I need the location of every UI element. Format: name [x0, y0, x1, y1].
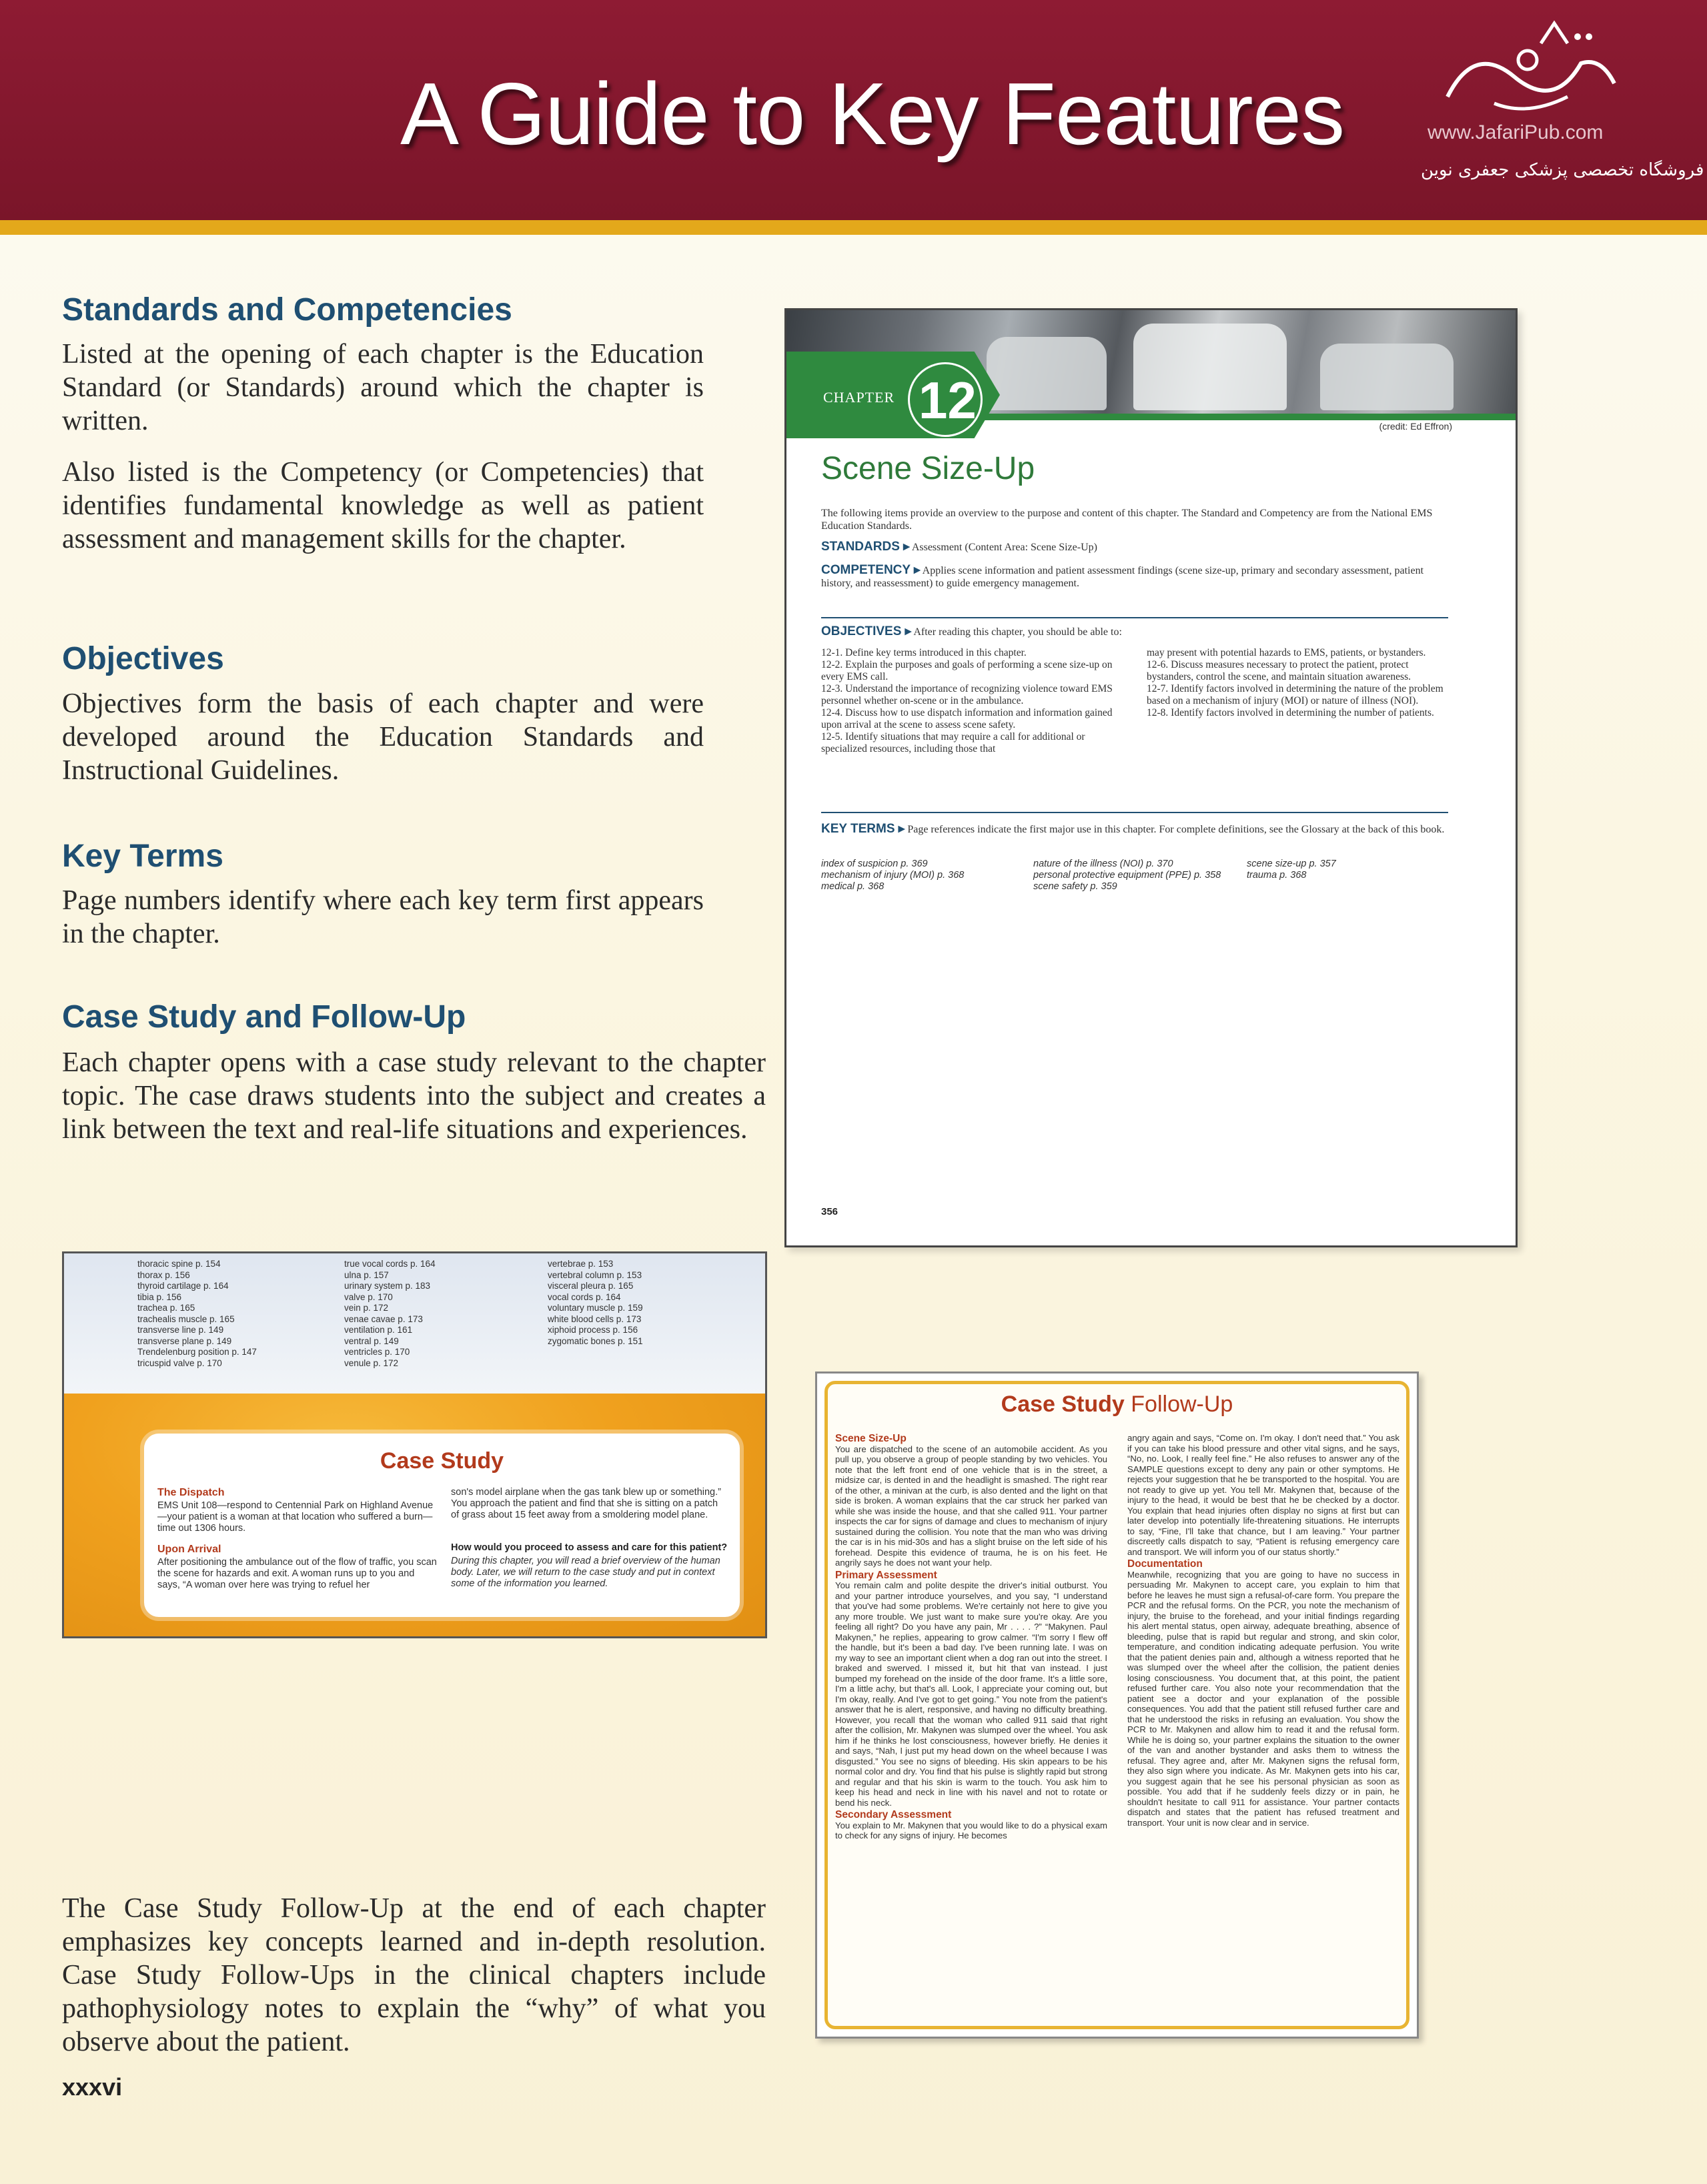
term-item: white blood cells p. 173 [548, 1313, 642, 1324]
competency-text: Applies scene information and patient assessment findings (scene size-up, primary and secondary assessment, patient history, and reassessment) to guide emergency management. [821, 565, 1424, 589]
key-term: scene safety p. 359 [1033, 881, 1117, 892]
objective-item: 12-1. Define key terms introduced in this chapter. [821, 647, 1027, 658]
term-item: tricuspid valve p. 170 [137, 1357, 222, 1368]
term-item: ventricles p. 170 [344, 1347, 410, 1357]
objective-item: 12-3. Understand the importance of recognizing violence toward EMS personnel whether on-scene or in the ambulance. [821, 683, 1113, 706]
case-study-paragraph-2: The Case Study Follow-Up at the end of each chapter emphasizes key concepts learned and in-depth resolution. Case Study Follow-Ups in the clinical chapters include pathophysiology notes to explain the “why” of what you observe about the patient. [62, 1893, 766, 2057]
key-terms-column [1247, 859, 1447, 881]
key-term: nature of the illness (NOI) p. 370 [1033, 859, 1173, 869]
key-term: medical p. 368 [821, 881, 885, 892]
objective-item: 12-6. Discuss measures necessary to protect the patient, protect bystanders, control the scene, and maintain situation awareness. [1147, 659, 1411, 682]
term-item: thyroid cartilage p. 164 [137, 1281, 229, 1291]
term-item: xiphoid process p. 156 [548, 1325, 638, 1335]
objectives-label: OBJECTIVES ▸ [821, 624, 912, 638]
chapter-key-terms-header [821, 823, 1455, 836]
page-number: xxxvi [62, 2073, 123, 2101]
chapter-opener-sample [784, 308, 1518, 1247]
objectives-list-right [1147, 647, 1454, 719]
term-item: vertebral column p. 153 [548, 1269, 642, 1280]
objective-item: 12-8. Identify factors involved in determining the number of patients. [1147, 707, 1434, 718]
chapter-competency [821, 564, 1455, 590]
competency-label: COMPETENCY ▸ [821, 563, 921, 577]
term-item: visceral pleura p. 165 [548, 1281, 634, 1291]
term-item: true vocal cords p. 164 [344, 1259, 436, 1269]
chapter-title: Scene Size-Up [821, 451, 1035, 486]
secondary-assessment-text: You explain to Mr. Makynen that you would like to do a physical exam to check for any signs of injury. He becomes [835, 1820, 1107, 1840]
key-term: personal protective equipment (PPE) p. 358 [1033, 870, 1221, 881]
standards-heading: Standards and Competencies [62, 292, 512, 328]
page-title: A Guide to Key Features [400, 65, 1345, 163]
term-item: ventral p. 149 [344, 1335, 399, 1346]
term-item: tibia p. 156 [137, 1291, 182, 1302]
documentation-heading: Documentation [1127, 1558, 1203, 1570]
term-item: trachealis muscle p. 165 [137, 1313, 235, 1324]
chapter-label: CHAPTER [823, 389, 895, 406]
term-item: vocal cords p. 164 [548, 1291, 621, 1302]
objectives-heading: Objectives [62, 641, 224, 676]
follow-up-title-bold: Case Study [1001, 1392, 1125, 1417]
terms-column [137, 1259, 331, 1369]
primary-assessment-text: You remain calm and polite despite the driver's initial outburst. You and your partner introduce yourselves, and you say, “I understand that you've had some problems. We're certainly not here to give you any more trouble. We just want to make sure you're okay. Are you feeling all right? Do you have any pain, Mr . . . . ?” “Makynen. Paul Makynen,” he replies, appearing to grow calmer. “I'm sorry I flew off the handle, but it's been a bad day. I've been running late. I was on my way to see an important client when a dog ran out into the street. I braked and swerved. I missed it, but hit that van instead. I just bumped my forehead on the inside of the door frame. It's a little sore, I'm a little achy, but that's all. Look, I appreciate your coming out, but I'm okay, really. And I've got to get going.” You note from the patient's answer that he is alert, responsive, and having no difficulty breathing. However, you recall that the woman who called 911 said that right after the collision, Mr. Makynen was slumped over the wheel. You ask him if he thinks he lost consciousness, however briefly. He denies it and says, “Nah, I just put my head down on the wheel because I was disgusted.” You see no signs of bleeding. His skin appears to be his normal color and dry. You find that his pulse is slightly rapid but strong and regular and that his skin is warm to the touch. You ask him to keep his head and neck in line with his navel and not to rotate or bend his neck. [835, 1580, 1107, 1808]
case-study-heading: Case Study and Follow-Up [62, 999, 466, 1035]
term-item: ventilation p. 161 [344, 1325, 413, 1335]
term-item: Trendelenburg position p. 147 [137, 1347, 257, 1357]
follow-up-title [824, 1392, 1409, 1418]
secondary-assessment-continued: angry again and says, “Come on. I'm okay. I don't need that.” You ask if you can take his blood pressure and other vital signs, and he says, “No, no. Look, I really feel fine.” He also refuses to answer any of the SAMPLE questions except to deny any pain or other symptoms. He rejects your suggestion that he be transported to the hospital. You are not ready to give up yet. You tell Mr. Makynen that, because of the injury to the head, it would be best that he be checked by a doctor. You explain that head injuries often display no signs at first but can later develop into potentially life-threatening situations. He interrupts to say, “Fine, I'll take that chance, but I am leaving.” Your partner discreetly calls dispatch to say, “Patient is refusing emergency care and transport. We will inform you of our status shortly.” [1127, 1433, 1399, 1557]
chapter-intro: The following items provide an overview to the purpose and content of this chapter. The Standard and Competency are from the National EMS Education Standards. [821, 508, 1433, 532]
follow-up-column-right [1127, 1433, 1399, 1828]
objectives-paragraph: Objectives form the basis of each chapter and were developed around the Education Standards and Instructional Guidelines. [62, 688, 704, 786]
publisher-url[interactable]: www.JafariPub.com [1428, 121, 1604, 143]
secondary-assessment-heading: Secondary Assessment [835, 1809, 952, 1820]
documentation-text: Meanwhile, recognizing that you are going to have no success in persuading Mr. Makynen to accept care, you explain to him that before he leaves he must sign a refusal-of-care form. You prepare the PCR and the refusal forms. On the PCR, you note the mechanism of injury, the bruise to the forehead, and your initial findings regarding his alert mental status, open airway, adequate breathing, absence of bleeding, pulse that is rapid but regular and strong, and skin color, temperature, and condition indicating adequate perfusion. You write that the patient denies pain and, although a witness reported that he was slumped over the wheel after the collision, the patient denies losing consciousness. You document that, at this point, the patient refused further care. You also note your recommendation that the patient see a doctor and your explanation of the possible consequences. You add that the patient still refused further care and that he understood the risks in refusing an evaluation. You show the PCR to Mr. Makynen and allow him to read it and the refusal form. While he is doing so, your partner explains the situation to the owner of the van and another bystander and asks them to witness the refusal. They agree and, after Mr. Makynen signs the refusal form, they also sign where you indicate. As Mr. Makynen gets into his car, you suggest again that he see his personal physician as soon as possible. You add that if he suddenly feels dizzy or in pain, he shouldn't hesitate to call 911 for assistance. Your partner contacts dispatch and states that the patient has refused treatment and transport. Your unit is now clear and in service. [1127, 1569, 1399, 1828]
key-term: scene size-up p. 357 [1247, 859, 1336, 869]
objective-item: 12-7. Identify factors involved in determining the nature of the problem based on a mechanism of injury (MOI) or nature of illness (NOI). [1147, 683, 1444, 706]
key-terms-column [821, 859, 1028, 893]
standards-paragraph-1: Listed at the opening of each chapter is the Education Standard (or Standards) around which the chapter is written. [62, 339, 704, 436]
objective-item: may present with potential hazards to EMS, patients, or bystanders. [1147, 647, 1426, 658]
arrival-heading: Upon Arrival [157, 1544, 221, 1555]
term-item: transverse plane p. 149 [137, 1335, 232, 1346]
scene-size-up-heading: Scene Size-Up [835, 1433, 907, 1444]
case-question: How would you proceed to assess and care for this patient? [451, 1542, 728, 1553]
chapter-standards [821, 540, 1455, 554]
term-item: vertebrae p. 153 [548, 1259, 614, 1269]
term-item: vein p. 172 [344, 1303, 389, 1313]
terms-column [548, 1259, 741, 1347]
case-study-title: Case Study [380, 1448, 504, 1474]
key-terms-heading: Key Terms [62, 839, 223, 874]
divider [821, 812, 1448, 813]
calligraphy-logo-icon [1434, 17, 1634, 123]
arrival-continued-text: son's model airplane when the gas tank blew up or something.” You approach the patient and find that she is sitting on a patch of grass about 15 feet away from a smoldering model plane. [451, 1487, 721, 1520]
objective-item: 12-2. Explain the purposes and goals of performing a scene size-up on every EMS call. [821, 659, 1113, 682]
case-question-text: During this chapter, you will read a brief overview of the human body. Later, we will return to the case study and put in context some of the information you learned. [451, 1556, 720, 1589]
term-item: ulna p. 157 [344, 1269, 389, 1280]
key-term: index of suspicion p. 369 [821, 859, 928, 869]
header-stripe [0, 220, 1707, 235]
dispatch-heading: The Dispatch [157, 1487, 225, 1498]
case-study-sample [62, 1251, 767, 1638]
term-item: thoracic spine p. 154 [137, 1259, 221, 1269]
arrival-text: After positioning the ambulance out of the flow of traffic, you scan the scene for hazards and exit. A woman runs up to you and says, “A woman over here was trying to refuel her [157, 1557, 437, 1590]
term-item: trachea p. 165 [137, 1303, 195, 1313]
term-item: transverse line p. 149 [137, 1325, 224, 1335]
term-item: urinary system p. 183 [344, 1281, 431, 1291]
key-term: mechanism of injury (MOI) p. 368 [821, 870, 965, 881]
key-terms-paragraph: Page numbers identify where each key term first appears in the chapter. [62, 885, 704, 949]
key-terms-column [1033, 859, 1253, 893]
scene-size-up-text: You are dispatched to the scene of an automobile accident. As you pull up, you observe a group of people standing by two vehicles. You note that the left front end of one vehicle that is in the street, a midsize car, is dented in and the headlight is smashed. The right rear of the other, a minivan at the curb, is also dented and the light on that side is broken. A woman explains that the car struck her parked van while she was inside the house, and that she called 911. Your partner inspects the car for signs of damage and clues to mechanism of injury sustained during the collision. You note that the man who was driving the car is in his mid-30s and has a slight bruise on the left side of his forehead. Despite this evidence of trauma, he is on his feet. He angrily says he does not want your help. [835, 1444, 1107, 1568]
follow-up-title-rest: Follow-Up [1124, 1392, 1233, 1417]
term-item: thorax p. 156 [137, 1269, 190, 1280]
objective-item: 12-5. Identify situations that may require a call for additional or specialized resources, including those that [821, 731, 1085, 754]
chapter-number: 12 [919, 371, 977, 430]
objective-item: 12-4. Discuss how to use dispatch information and information gained upon arrival at the scene to assess scene safety. [821, 707, 1113, 730]
term-item: valve p. 170 [344, 1291, 393, 1302]
chapter-objectives-header [821, 625, 1455, 638]
key-terms-label: KEY TERMS ▸ [821, 822, 905, 836]
dispatch-text: EMS Unit 108—respond to Centennial Park on Highland Avenue—your patient is a woman at that location who suffered a burn—time out 1306 hours. [157, 1500, 434, 1534]
objectives-list-left [821, 647, 1118, 755]
key-terms-intro: Page references indicate the first major use in this chapter. For complete definitions, see the Glossary at the back of this book. [907, 824, 1445, 835]
objectives-intro: After reading this chapter, you should be able to: [913, 626, 1122, 638]
follow-up-column-left [835, 1432, 1107, 1841]
case-study-card [144, 1434, 740, 1617]
key-term: trauma p. 368 [1247, 870, 1307, 881]
case-study-paragraph-1: Each chapter opens with a case study relevant to the chapter topic. The case draws students into the subject and creates a link between the text and real-life situations and experiences. [62, 1047, 766, 1145]
terms-column [344, 1259, 538, 1369]
term-item: voluntary muscle p. 159 [548, 1303, 643, 1313]
standards-label: STANDARDS ▸ [821, 540, 910, 554]
divider [821, 617, 1448, 618]
standards-paragraph-2: Also listed is the Competency (or Competencies) that identifies fundamental knowledge as well as patient assessment and management skills for the chapter. [62, 457, 704, 554]
chapter-page-number: 356 [821, 1206, 838, 1217]
term-item: zygomatic bones p. 151 [548, 1335, 643, 1346]
term-item: venae cavae p. 173 [344, 1313, 423, 1324]
term-item: venule p. 172 [344, 1357, 399, 1368]
photo-credit: (credit: Ed Effron) [1379, 421, 1452, 432]
publisher-tagline: فروشگاه تخصصی پزشکی جعفری نوین [1421, 160, 1704, 180]
primary-assessment-heading: Primary Assessment [835, 1569, 937, 1581]
standards-text: Assessment (Content Area: Scene Size-Up) [911, 542, 1097, 553]
